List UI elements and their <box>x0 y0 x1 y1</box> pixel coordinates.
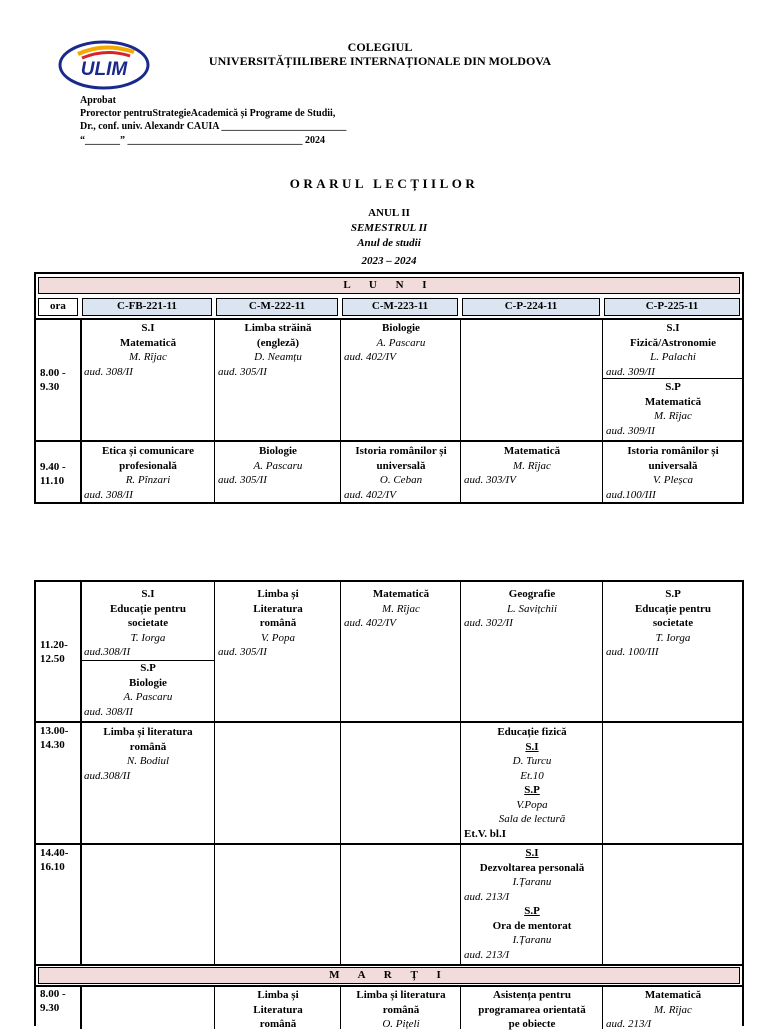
lesson-mon-r1-g1: S.I Matematică M. Rîjac aud. 308/II <box>84 322 177 378</box>
year-label: ANUL II <box>368 207 410 219</box>
approval-line-2: Prorector pentruStrategieAcademică și Programe de Studii, <box>80 108 336 119</box>
study-year-label: Anul de studii <box>357 237 421 249</box>
lesson-mon-r3-g2: Limba și Literatura română V. Popa aud. 305/II <box>218 588 303 658</box>
lesson-tue-r1-g4: Asistența pentru programarea orientată pe obiecte <box>478 989 586 1030</box>
lesson-tue-r1-g5: Matematică M. Rîjac aud. 213/I <box>606 989 702 1030</box>
time-slot-6: 8.00 - 9.30 <box>40 988 66 1014</box>
lesson-mon-r2-g2: Biologie A. Pascaru aud. 305/II <box>218 445 303 486</box>
lesson-mon-r1-g2: Limba străină (engleză) D. Neamțu aud. 305/II <box>218 322 312 378</box>
day-header-monday: L U N I <box>38 277 740 294</box>
lesson-tue-r1-g2: Limba și Literatura română <box>253 989 303 1030</box>
ulim-logo <box>58 40 150 90</box>
col-header-g5: C-P-225-11 <box>604 298 740 316</box>
lesson-tue-r1-g3: Limba și literatura română O. Pițeli <box>356 989 446 1030</box>
semester-label: SEMESTRUL II <box>350 222 428 234</box>
page-title: ORARUL LECȚIILOR <box>289 176 479 191</box>
schedule-table-monday-1 <box>34 272 744 504</box>
university-title: UNIVERSITĂȚIILIBERE INTERNAȚIONALE DIN MOLDOVA <box>208 54 552 68</box>
col-header-g4: C-P-224-11 <box>462 298 600 316</box>
col-header-g2: C-M-222-11 <box>216 298 338 316</box>
lesson-mon-r3-g3: Matematică M. Rîjac aud. 402/IV <box>344 588 430 629</box>
lesson-mon-r3-g1-si: S.I Educație pentru societate T. Iorga aud.308/II <box>84 588 187 658</box>
col-header-g1: C-FB-221-11 <box>82 298 212 316</box>
col-header-ora: ora <box>38 298 78 316</box>
lesson-mon-r2-g3: Istoria românilor și universală O. Ceban aud. 402/IV <box>344 445 447 501</box>
lesson-mon-r4-g4: Educație fizică S.I D. Turcu Et.10 S.P V.Popa Sala de lectură Et.V. bl.I <box>464 726 567 840</box>
lesson-mon-r1-g5-si: S.I Fizică/Astronomie L. Palachi aud. 309/II <box>606 322 716 378</box>
study-years: 2023 – 2024 <box>361 255 417 267</box>
approval-line-4: “_______” ___________________________________ 2024 <box>80 135 325 146</box>
schedule-table-monday-2 <box>34 580 744 1030</box>
svg-text:ULIM: ULIM <box>80 59 128 80</box>
lesson-mon-r3-g5: S.P Educație pentru societate T. Iorga aud. 100/III <box>606 588 712 658</box>
time-slot-4: 13.00- 14.30 <box>40 725 69 751</box>
lesson-mon-r1-g5-sp: S.P Matematică M. Rîjac aud. 309/II <box>606 381 702 437</box>
approval-line-3: Dr., conf. univ. Alexandr CAUIA _________________________ <box>80 121 347 132</box>
lesson-mon-r3-g4: Geografie L. Savițchii aud. 302/II <box>464 588 558 629</box>
time-slot-3: 11.20- 12.50 <box>40 639 68 665</box>
lesson-mon-r4-g1: Limba și literatura română N. Bodiul aud.308/II <box>84 726 193 782</box>
lesson-mon-r3-g1-sp: S.P Biologie A. Pascaru aud. 308/II <box>84 662 173 718</box>
lesson-mon-r2-g4: Matematică M. Rîjac aud. 303/IV <box>464 445 561 486</box>
approval-line-1: Aprobat <box>80 95 116 106</box>
time-slot-1: 8.00 - 9.30 <box>40 367 66 393</box>
lesson-mon-r1-g3: Biologie A. Pascaru aud. 402/IV <box>344 322 426 363</box>
lesson-mon-r2-g5: Istoria românilor și universală V. Pleșca aud.100/III <box>606 445 719 501</box>
col-header-g3: C-M-223-11 <box>342 298 458 316</box>
time-slot-2: 9.40 - 11.10 <box>40 461 66 487</box>
college-title: COLEGIUL <box>347 40 413 54</box>
time-slot-5: 14.40- 16.10 <box>40 847 69 873</box>
day-header-tuesday: M A R Ț I <box>38 967 740 984</box>
lesson-mon-r2-g1: Etica și comunicare profesională R. Pînzari aud. 308/II <box>84 445 195 501</box>
lesson-mon-r5-g4: S.I Dezvoltarea personală I.Țaranu aud. 213/I S.P Ora de mentorat I.Țaranu aud. 213/I <box>464 847 585 961</box>
